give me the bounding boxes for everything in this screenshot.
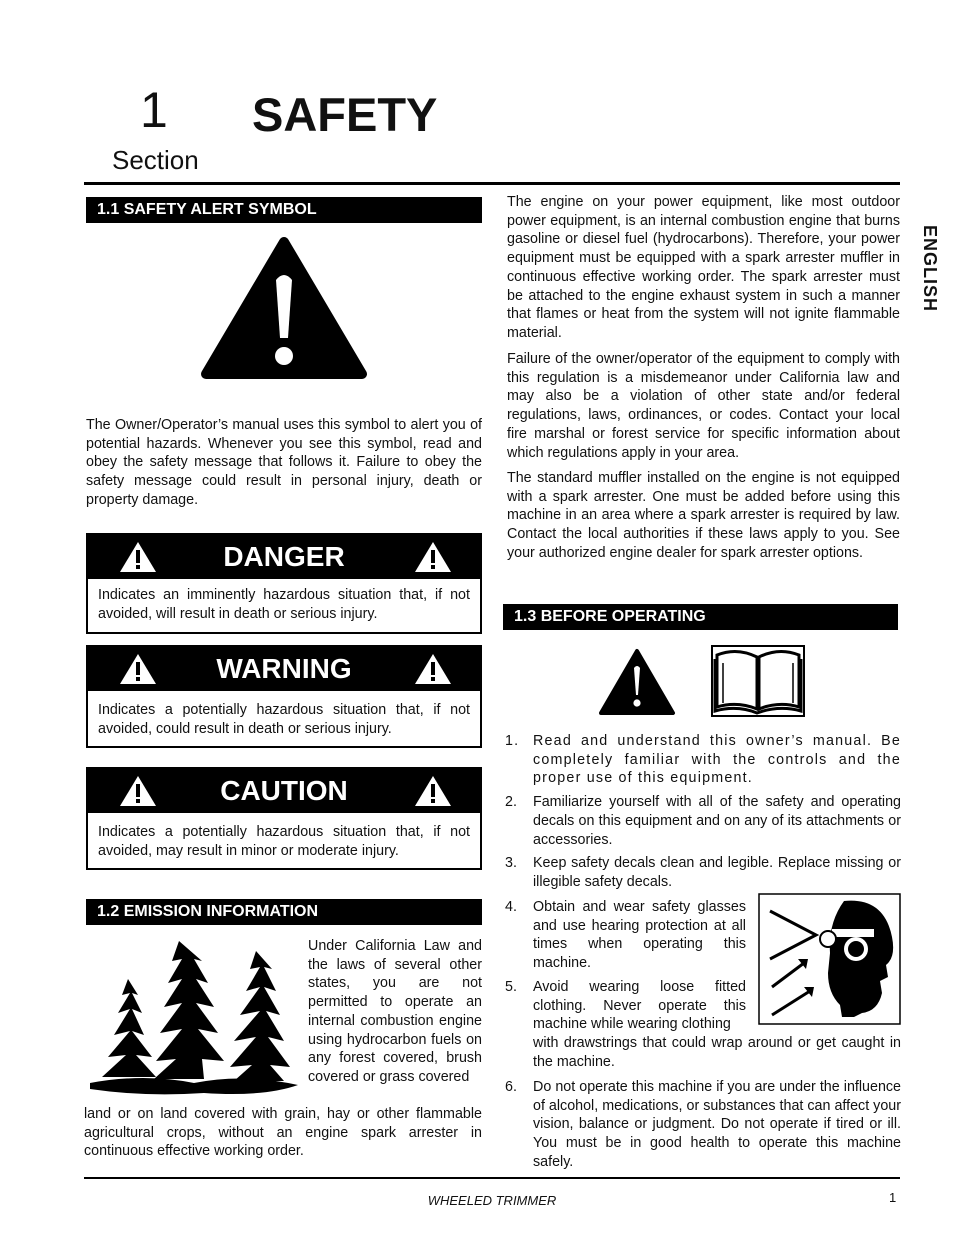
footer-rule [84, 1177, 900, 1179]
list-item [505, 732, 901, 788]
warning-header [88, 647, 480, 691]
list-item-text: Keep safety decals clean and legible. Replace missing or illegible safety decals. [533, 855, 901, 890]
heading-emission-information: 1.2 EMISSION INFORMATION [86, 899, 482, 925]
list-item-number: 1. [505, 733, 520, 749]
list-item [505, 793, 901, 849]
caution-header [88, 769, 480, 813]
warning-triangle-icon [413, 774, 453, 808]
list-item-text: Read and understand this owner’s manual. Be completely familiar with the controls and the proper use of this equipment. [533, 733, 901, 787]
safety-alert-icon [200, 236, 368, 380]
page-title: SAFETY [252, 88, 438, 141]
header-rule [84, 182, 900, 185]
before-operating-list-cont [505, 1078, 901, 1177]
list-item-number: 4. [505, 899, 517, 915]
list-item-number: 6. [505, 1079, 517, 1095]
warning-triangle-icon [413, 540, 453, 574]
signal-word-danger: DANGER [223, 541, 345, 572]
page-number: 1 [889, 1190, 897, 1205]
footer-title: WHEELED TRIMMER [427, 1193, 557, 1208]
spark-arrester-paragraph: The engine on your power equipment, like most outdoor power equipment, is an internal combustion engine that burns gasoline or diesel fuel (hydrocarbons). Therefore, your power equipment must be equipped with a spark arrester muffler in continuous effective working order. The spark arrester must be attached to the engine exhaust system in such a manner that flames or heat from the system will not ignite flammable material. [507, 194, 900, 341]
alert-symbol-description: The Owner/Operator’s manual uses this symbol to alert you of potential hazards. Whenever you see this symbol, read and obey the safety message that follows it. Failure to obey the safety message could result in personal injury, death or property damage. [86, 417, 482, 508]
list-item [505, 1078, 901, 1172]
danger-text: Indicates an imminently hazardous situation that, if not avoided, will result in death or serious injury. [98, 587, 470, 622]
list-item-number: 5. [505, 979, 517, 995]
signal-word-warning: WARNING [216, 653, 352, 684]
owners-manual-book-icon [711, 645, 805, 717]
warning-triangle-icon [413, 652, 453, 686]
caution-text: Indicates a potentially hazardous situation that, if not avoided, may result in minor or moderate injury. [98, 824, 470, 859]
eye-ear-protection-icon [758, 893, 901, 1025]
danger-box [86, 533, 482, 634]
item-4 [505, 898, 746, 973]
section-label: Section [112, 145, 199, 175]
list-item-text: Familiarize yourself with all of the safety and operating decals on this equipment and on any of its attachments or accessories. [533, 794, 901, 848]
item-5-tail: with drawstrings that could wrap around or get caught in the machine. [533, 1035, 901, 1070]
regulation-paragraph: Failure of the owner/operator of the equipment to comply with this regulation is a misdemeanor under California law and may also be a violation of other state and/or federal regulations, laws, ordinances, or codes. Contact your local fire marshal or forest service for specific information about which regulations apply in your area. [507, 351, 900, 461]
emission-text-tail: land or on land covered with grain, hay or other flammable agricultural crops, without an engine spark arrester in continuous effective working order. [84, 1106, 482, 1160]
heading-safety-alert-symbol: 1.1 SAFETY ALERT SYMBOL [86, 197, 482, 223]
danger-header [88, 535, 480, 579]
signal-word-caution: CAUTION [220, 775, 348, 806]
item-5 [505, 978, 746, 1034]
list-item-number: 2. [505, 794, 517, 811]
language-tab: ENGLISH [920, 225, 940, 313]
list-item-text: Obtain and wear safety glasses and use hearing protection at all times when operating this machine. [533, 899, 746, 972]
muffler-paragraph: The standard muffler installed on the engine is not equipped with a spark arrester. One must be added before using this machine in an area where a spark arrester is required by law. Contact the local authorities if these laws apply to you. See your authorized engine dealer for spark arrester options. [507, 470, 900, 561]
caution-box [86, 767, 482, 870]
forest-trees-icon [84, 937, 304, 1097]
warning-box [86, 645, 482, 748]
list-item-number: 3. [505, 855, 517, 872]
safety-alert-icon [598, 648, 676, 716]
warning-text: Indicates a potentially hazardous situation that, if not avoided, could result in death or serious injury. [98, 702, 470, 737]
list-item [505, 854, 901, 891]
emission-text-wrapped: Under California Law and the laws of several other states, you are not permitted to operate an internal combustion engine using hydrocarbon fuels on any forest covered, brush covered or grass covered [308, 938, 482, 1085]
section-number: 1 [140, 82, 168, 138]
list-item-text: Do not operate this machine if you are under the influence of alcohol, medications, or substances that can affect your vision, balance or judgment. Do not operate if tired or ill. You must be in good health to operate this machine safely. [533, 1079, 901, 1170]
list-item-text: Avoid wearing loose fitted clothing. Never operate this machine while wearing clothing [533, 979, 746, 1033]
heading-before-operating: 1.3 BEFORE OPERATING [503, 604, 898, 630]
before-operating-list [505, 732, 901, 897]
